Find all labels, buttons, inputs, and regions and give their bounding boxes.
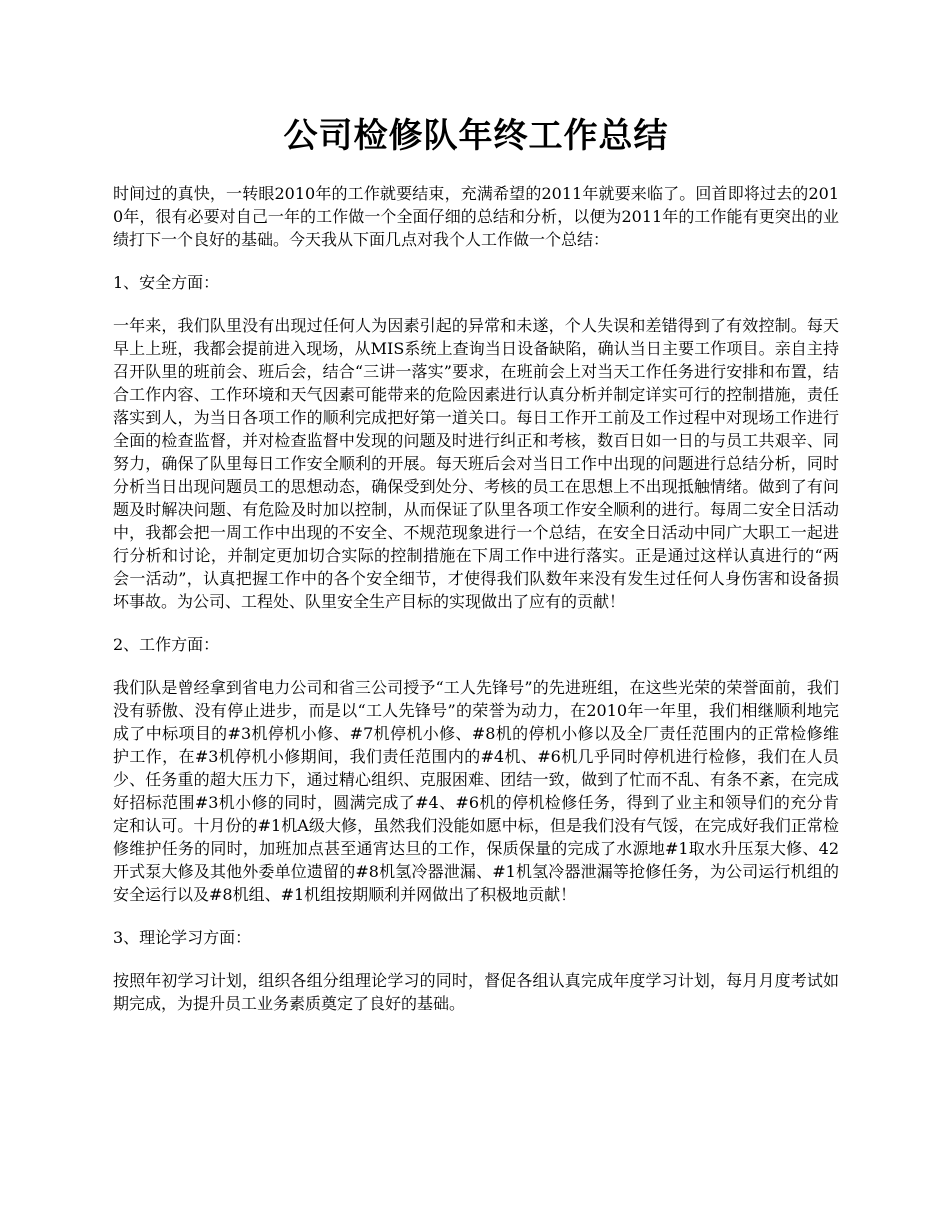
section-body-work: 我们队是曾经拿到省电力公司和省三公司授予“工人先锋号”的先进班组，在这些光荣的荣誉面前，我们没有骄傲、没有停止进步，而是以“工人先锋号”的荣誉为动力，在2010年一年里，我们相继顺利地完成了中标项目的#3机停机小修、#7机停机小修、#8机的停机小修以及全厂责任范围内的正常检修维护工作，在#3机停机小修期间，我们责任范围内的#4机、#6机几乎同时停机进行检修，我们在人员少、任务重的超大压力下，通过精心组织、克服困难、团结一致，做到了忙而不乱、有条不紊，在完成好招标范围#3机小修的同时，圆满完成了#4、#6机的停机检修任务，得到了业主和领导们的充分肯定和认可。十月份的#1机A级大修，虽然我们没能如愿中标，但是我们没有气馁，在完成好我们正常检修维护任务的同时，加班加点甚至通宵达旦的工作，保质保量的完成了水源地#1取水升压泵大修、42开式泵大修及其他外委单位遗留的#8机氢冷器泄漏、#1机氢冷器泄漏等抢修任务，为公司运行机组的安全运行以及#8机组、#1机组按期顺利并网做出了积极地贡献！	[113, 678, 839, 904]
section-body-study: 按照年初学习计划，组织各组分组理论学习的同时，督促各组认真完成年度学习计划，每月月度考试如期完成，为提升员工业务素质奠定了良好的基础。	[113, 971, 839, 1013]
section-heading-work: 2、工作方面：	[113, 635, 220, 654]
section-heading-safety: 1、安全方面：	[113, 273, 220, 292]
document-title: 公司检修队年终工作总结	[283, 116, 669, 156]
document-page	[113, 110, 839, 1035]
intro-paragraph: 时间过的真快，一转眼2010年的工作就要结束，充满希望的2011年就要来临了。回首即将过去的2010年，很有必要对自己一年的工作做一个全面仔细的总结和分析，以便为2011年的工作能有更突出的业绩打下一个良好的基础。今天我从下面几点对我个人工作做一个总结：	[113, 184, 839, 249]
section-body-safety: 一年来，我们队里没有出现过任何人为因素引起的异常和未遂，个人失误和差错得到了有效控制。每天早上上班，我都会提前进入现场，从MIS系统上查询当日设备缺陷，确认当日主要工作项目。亲自主持召开队里的班前会、班后会，结合“三讲一落实”要求，在班前会上对当天工作任务进行安排和布置，结合工作内容、工作环境和天气因素可能带来的危险因素进行认真分析并制定详实可行的控制措施，责任落实到人，为当日各项工作的顺利完成把好第一道关口。每日工作开工前及工作过程中对现场工作进行全面的检查监督，并对检查监督中发现的问题及时进行纠正和考核，数百日如一日的与员工共艰辛、同努力，确保了队里每日工作安全顺利的开展。每天班后会对当日工作中出现的问题进行总结分析，同时分析当日出现问题员工的思想动态，确保受到处分、考核的员工在思想上不出现抵触情绪。做到了有问题及时解决问题、有危险及时加以控制，从而保证了队里各项工作安全顺利的进行。每周二安全日活动中，我都会把一周工作中出现的不安全、不规范现象进行一个总结，在安全日活动中同广大职工一起进行分析和讨论，并制定更加切合实际的控制措施在下周工作中进行落实。正是通过这样认真进行的“两会一活动”，认真把握工作中的各个安全细节，才使得我们队数年来没有发生过任何人身伤害和设备损坏事故。为公司、工程处、队里安全生产目标的实现做出了应有的贡献！	[113, 316, 839, 611]
section-heading-study: 3、理论学习方面：	[113, 928, 252, 947]
